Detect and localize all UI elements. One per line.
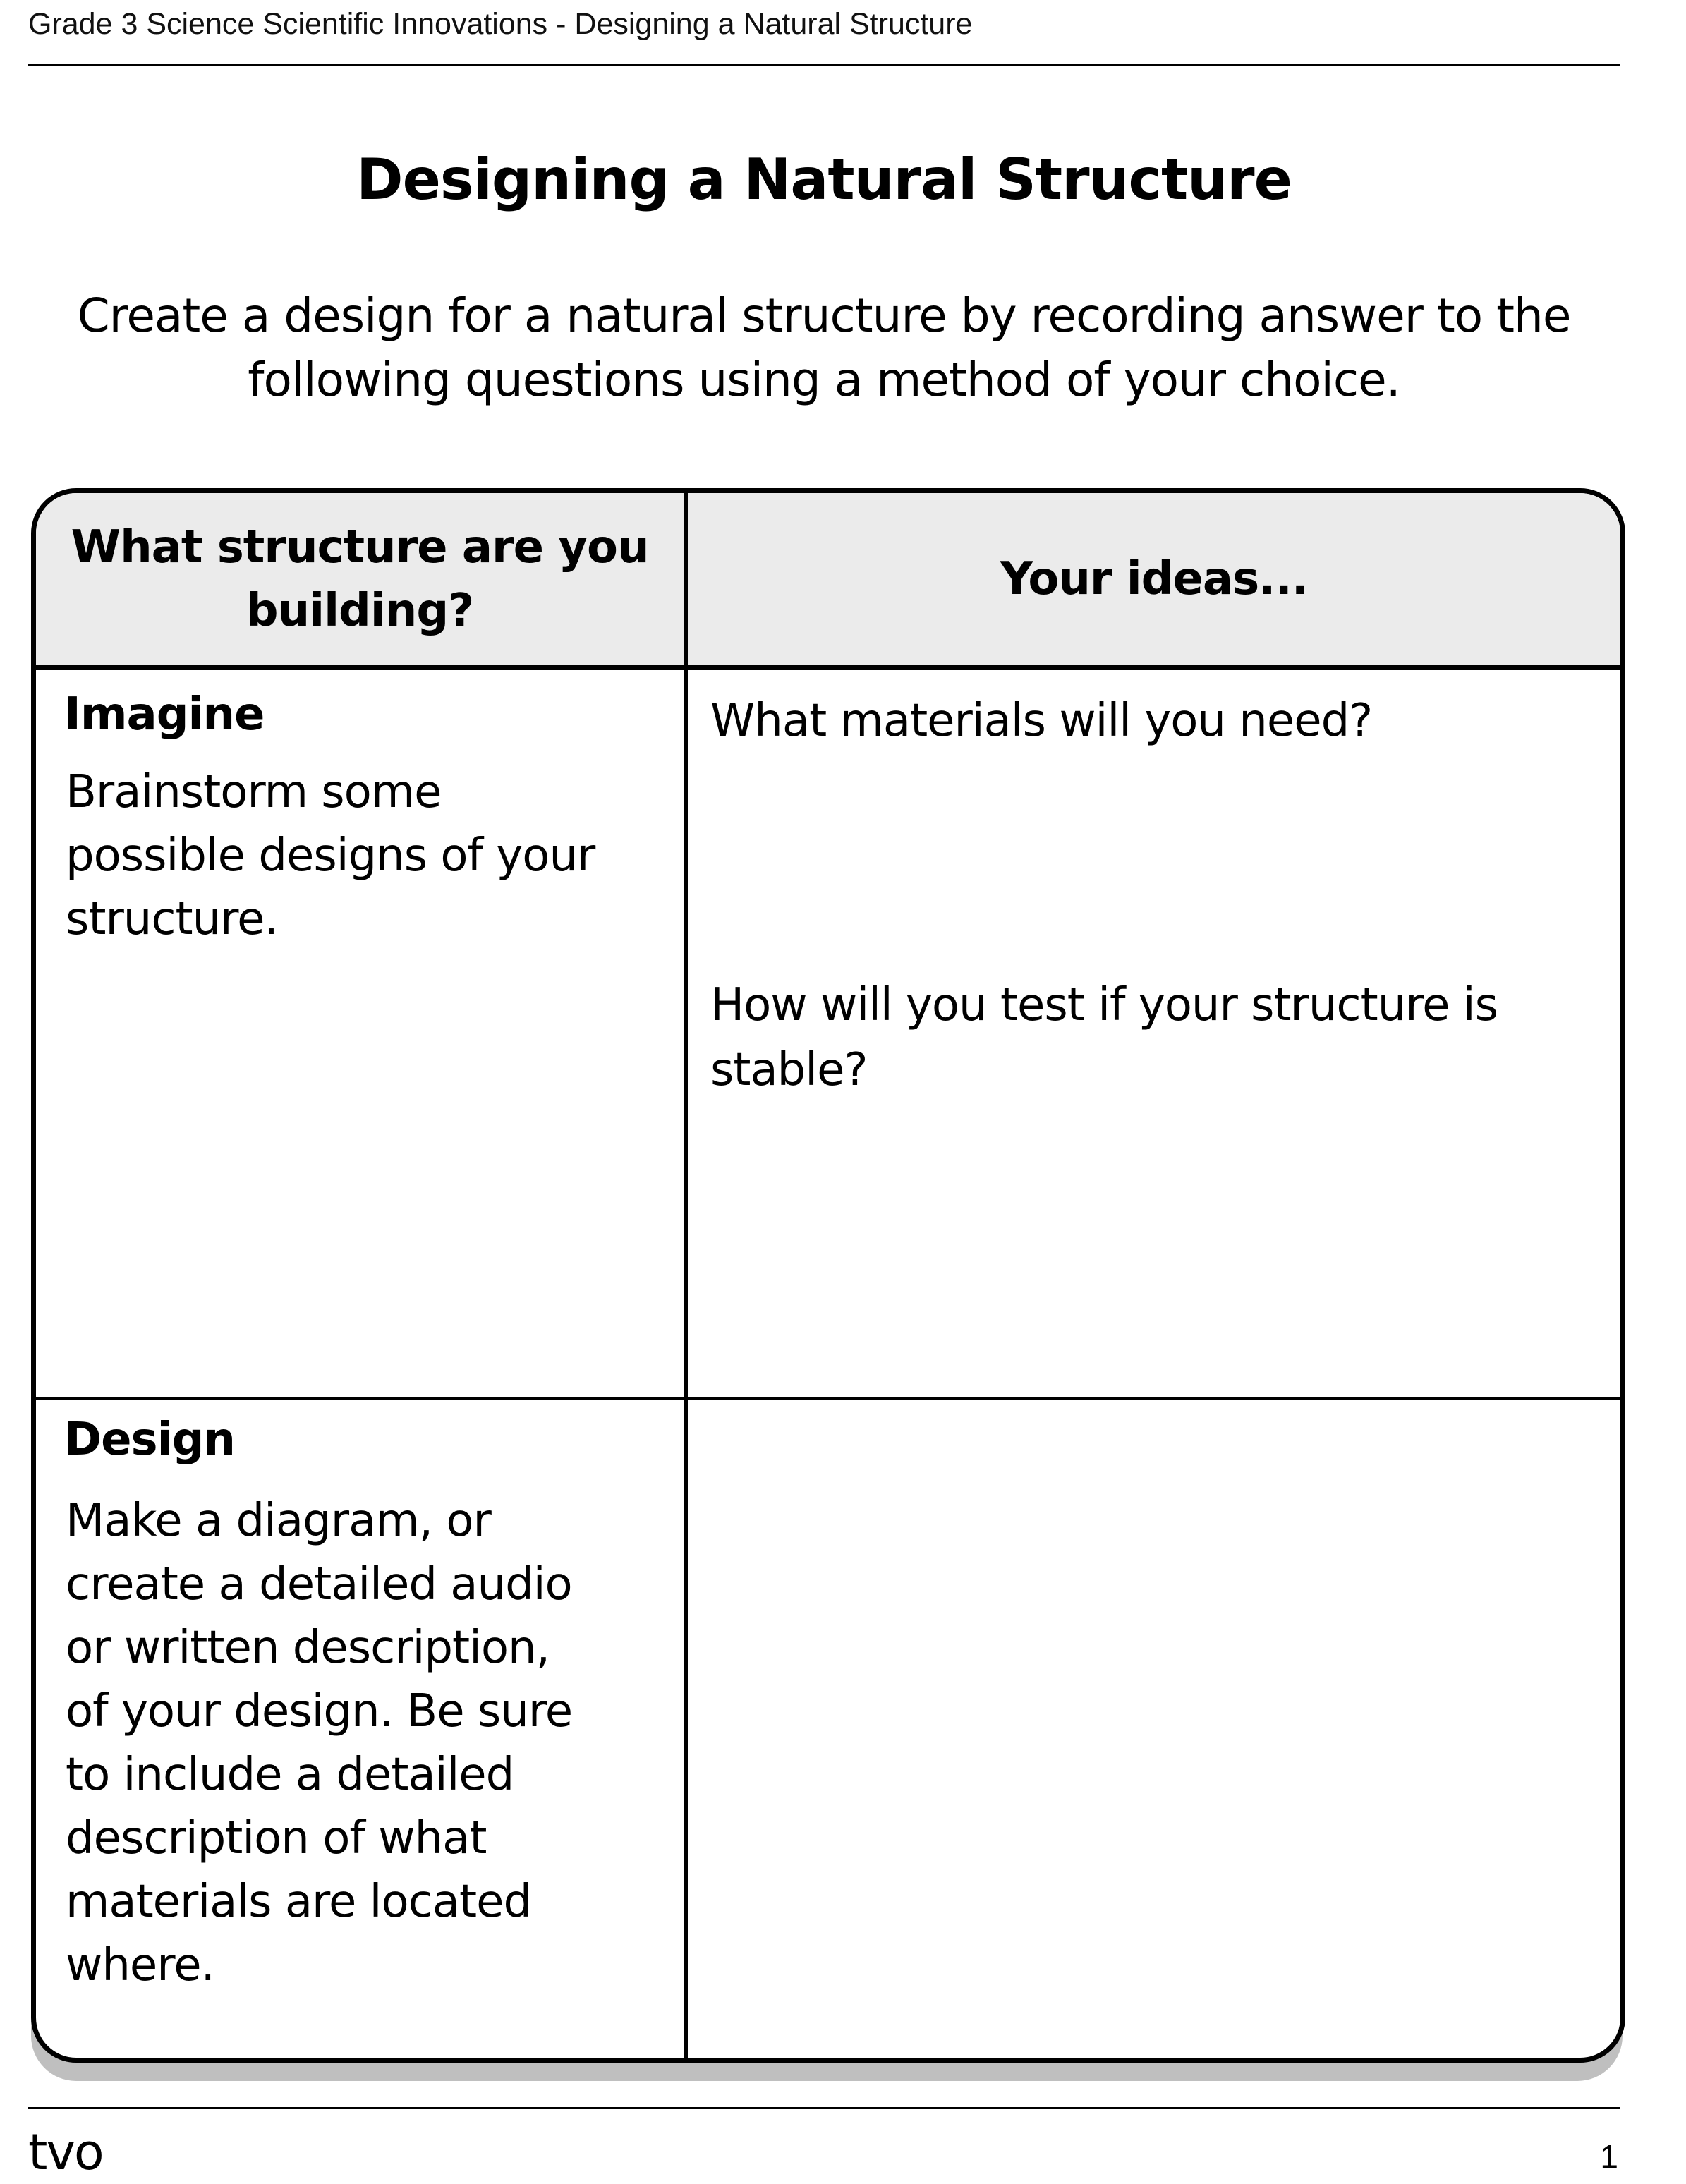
design-description-line: or written description,: [66, 1622, 550, 1674]
design-description-line: where.: [66, 1939, 214, 1991]
imagine-description: [66, 760, 595, 951]
instructions: [28, 284, 1620, 412]
imagine-description-line: possible designs of your: [66, 830, 595, 882]
column-header-ideas: Your ideas...: [1000, 553, 1309, 605]
imagine-description-line: structure.: [66, 893, 278, 945]
design-description-line: Make a diagram, or: [66, 1495, 491, 1547]
design-description-line: to include a detailed: [66, 1749, 514, 1801]
materials-question: [710, 688, 1585, 753]
instructions-line-1: Create a design for a natural structure by recording answer to the: [77, 289, 1571, 343]
header-divider: [28, 64, 1620, 66]
stability-question-line: stable?: [710, 1044, 868, 1096]
worksheet-table: [31, 488, 1625, 2063]
imagine-description-line: Brainstorm some: [66, 766, 442, 818]
design-description: [66, 1489, 572, 1997]
tvo-logo: tvo: [28, 2123, 103, 2181]
design-description-line: of your design. Be sure: [66, 1685, 573, 1737]
page-title: Designing a Natural Structure: [356, 147, 1292, 212]
design-description-line: description of what: [66, 1812, 487, 1864]
design-label: Design: [64, 1414, 235, 1466]
row-divider: [36, 1397, 1620, 1400]
imagine-label: Imagine: [64, 688, 265, 741]
page-number: 1: [1600, 2138, 1618, 2175]
stability-question-line: How will you test if your structure is: [710, 979, 1498, 1031]
design-description-line: create a detailed audio: [66, 1558, 572, 1610]
column-header-structure-line-1: What structure are you: [71, 521, 649, 574]
materials-question-line: What materials will you need?: [710, 695, 1373, 747]
running-header: Grade 3 Science Scientific Innovations - Designing a Natural Structure: [28, 7, 973, 41]
column-header-structure: [36, 493, 684, 665]
footer-divider: [28, 2107, 1620, 2109]
stability-question: [710, 973, 1585, 1103]
column-header-structure-line-2: building?: [245, 585, 474, 637]
design-description-line: materials are located: [66, 1876, 532, 1928]
instructions-line-2: following questions using a method of your choice.: [248, 353, 1400, 407]
column-divider: [684, 493, 688, 2058]
